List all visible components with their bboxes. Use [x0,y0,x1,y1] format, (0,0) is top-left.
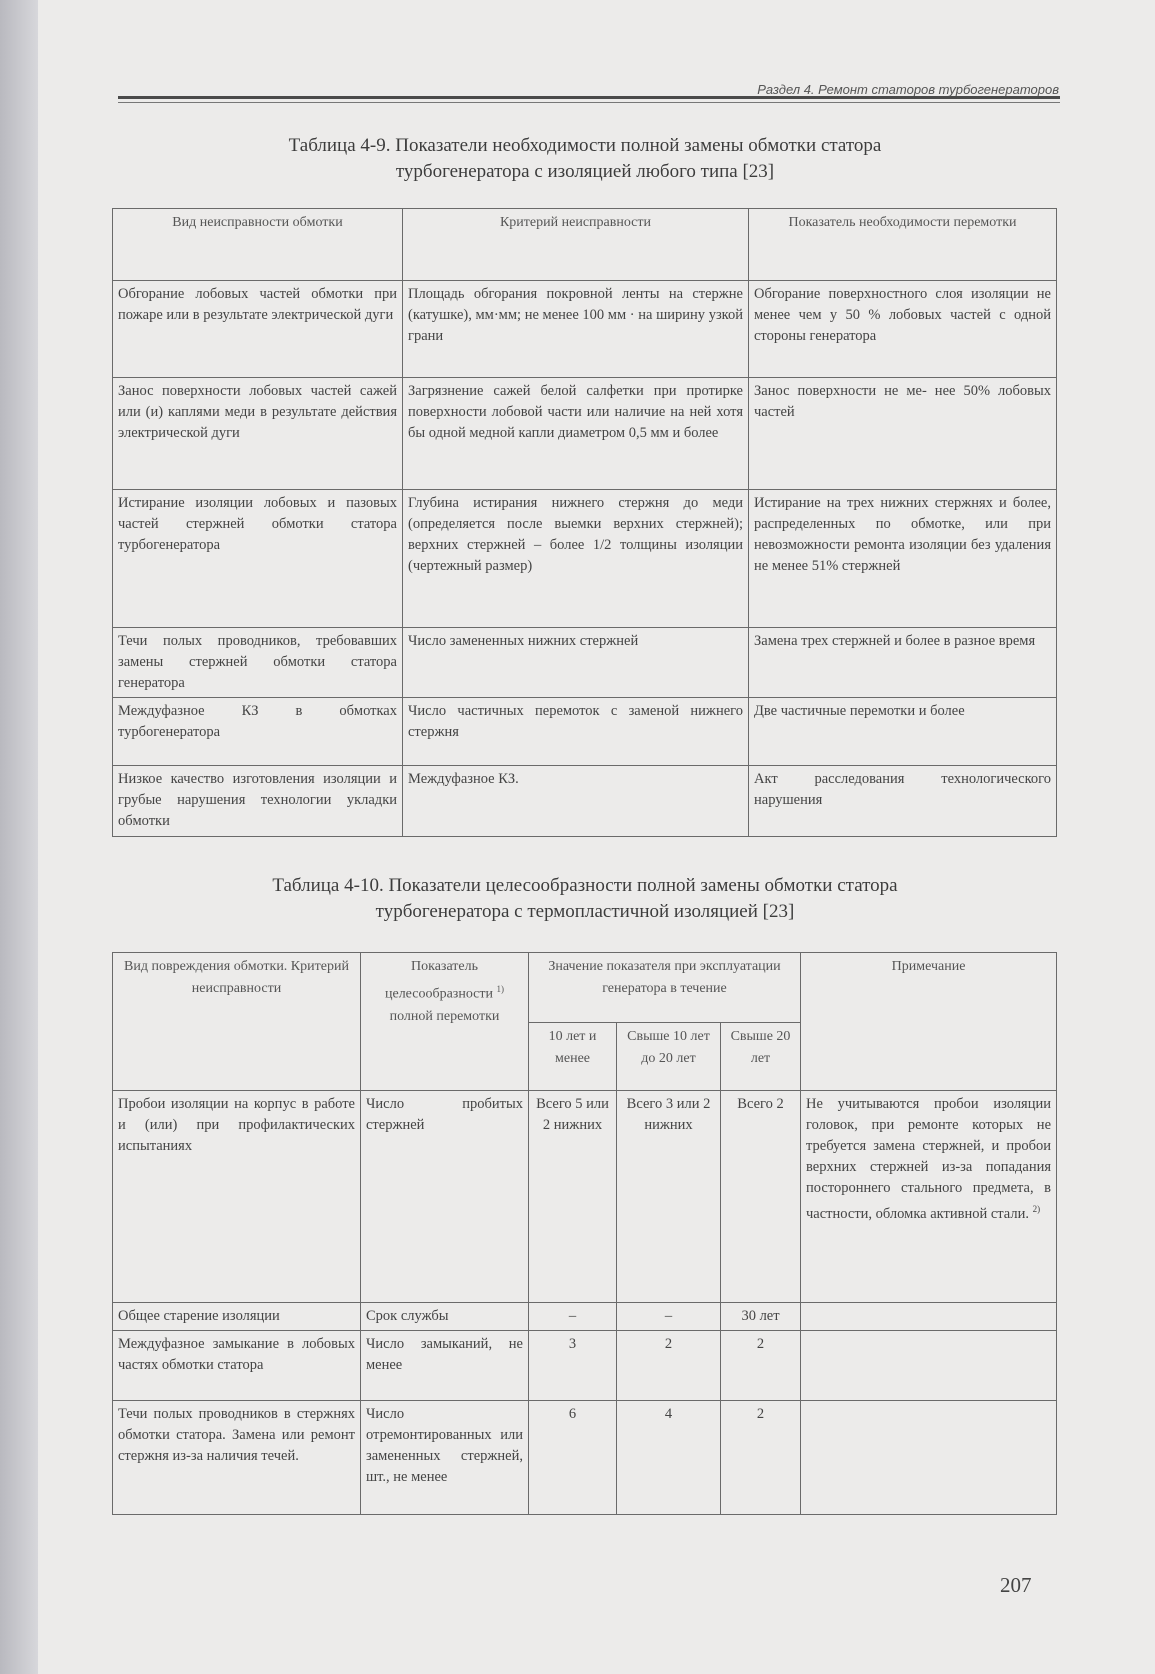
table-row [113,281,1057,378]
table2-cell: – [617,1303,721,1331]
table1-cell: Число частичных перемоток с заменой нижнего стержня [403,698,749,766]
table2-cell: Срок службы [361,1303,529,1331]
book-binding [0,0,38,1674]
table1-cell: Акт расследования технологического нарушения [749,766,1057,837]
header-rule-thin [118,102,1060,103]
table1-cell: Низкое качество изготовления изоляции и грубые нарушения технологии укладки обмотки [113,766,403,837]
table2-note-text: Не учитываются пробои изоляции головок, при ремонте которых не требуется замена стержней, и пробои верхних стержней из-за попадания постороннего стального предмета, в частности, обломка активной стали. [806,1096,1052,1222]
table2-caption-line1: Таблица 4-10. Показатели целесообразности полной замены обмотки статора [272,875,898,896]
table2-cell: Всего 3 или 2 нижних [617,1091,721,1303]
table-row [113,1401,1057,1515]
table-row [113,766,1057,837]
table-row [113,1091,1057,1303]
table2-header-col2-text: Показатель целесообразности [384,959,493,1002]
table2-cell: 2 [721,1331,801,1401]
table-row [113,698,1057,766]
table2-subheader: Свыше 20 лет [721,1023,801,1091]
table1-cell: Междуфазное КЗ в обмотках турбогенератора [113,698,403,766]
table1-cell: Течи полых проводников, требовавших замены стержней обмотки статора генератора [113,628,403,698]
table-row [113,1331,1057,1401]
table1-cell: Междуфазное КЗ. [403,766,749,837]
table2-cell: 3 [529,1331,617,1401]
table2-subheader: Свыше 10 лет до 20 лет [617,1023,721,1091]
table-4-9 [112,208,1057,837]
table1-cell: Занос поверхности лобовых частей сажей или (и) каплями меди в результате действия электрической дуги [113,378,403,490]
table1-cell: Число замененных нижних стержней [403,628,749,698]
table2-header-col1: Вид повреждения обмотки. Критерий неисправности [113,953,361,1091]
table1-cell: Две частичные перемотки и более [749,698,1057,766]
footnote-mark: 2) [1032,1204,1041,1214]
table2-cell: Всего 2 [721,1091,801,1303]
table1-cell: Площадь обгорания покровной ленты на стержне (катушке), мм·мм; не менее 100 мм · на ширину узкой грани [403,281,749,378]
table2-caption [110,873,1060,925]
table2-cell: Число замыканий, не менее [361,1331,529,1401]
header-rule [118,96,1060,99]
table2-cell: 2 [721,1401,801,1515]
table-row [113,628,1057,698]
table1-caption [110,133,1060,185]
table2-cell: Всего 5 или 2 нижних [529,1091,617,1303]
running-head: Раздел 4. Ремонт статоров турбогенераторов [757,82,1059,97]
table2-subheader: 10 лет и менее [529,1023,617,1091]
table-row [113,490,1057,628]
page-number: 207 [1000,1573,1032,1597]
table1-header-row [113,209,1057,281]
table1-cell: Замена трех стержней и более в разное время [749,628,1057,698]
table1-header-col3: Показатель необходимости перемотки [749,209,1057,281]
table1-cell: Глубина истирания нижнего стержня до меди (определяется после выемки верхних стержней); верхних стержней – более 1/2 толщины изоляции (чертежный размер) [403,490,749,628]
table1-header-col2: Критерий неисправности [403,209,749,281]
table2-header-group: Значение показателя при эксплуатации генератора в течение [529,953,801,1023]
table1-caption-line1: Таблица 4-9. Показатели необходимости полной замены обмотки статора [288,135,882,156]
table2-header-row [113,953,1057,1023]
table2-header-note: Примечание [801,953,1057,1091]
table2-cell: Общее старение изоляции [113,1303,361,1331]
table2-cell: Пробои изоляции на корпус в работе и (или) при профилактических испытаниях [113,1091,361,1303]
table2-cell: 4 [617,1401,721,1515]
table2-cell: Число пробитых стержней [361,1091,529,1303]
table2-cell: 6 [529,1401,617,1515]
table2-header-col2 [361,953,529,1091]
table1-cell: Обгорание поверхностного слоя изоляции не менее чем у 50 % лобовых частей с одной стороны генератора [749,281,1057,378]
table-row [113,1303,1057,1331]
table1-cell: Истирание изоляции лобовых и пазовых частей стержней обмотки статора турбогенератора [113,490,403,628]
table1-cell: Истирание на трех нижних стержнях и более, распределенных по обмотке, или при невозможности ремонта изоляции без удаления не менее 51% стержней [749,490,1057,628]
table2-cell: Междуфазное замыкание в лобовых частях обмотки статора [113,1331,361,1401]
table2-cell: – [529,1303,617,1331]
table2-cell [801,1331,1057,1401]
table1-cell: Загрязнение сажей белой салфетки при протирке поверхности лобовой части или наличие на ней хотя бы одной медной капли диаметром 0,5 мм и более [403,378,749,490]
table-4-10 [112,952,1057,1515]
table-row [113,378,1057,490]
table1-cell: Занос поверхности не ме- нее 50% лобовых частей [749,378,1057,490]
footnote-mark: 1) [496,984,504,994]
table2-cell: 2 [617,1331,721,1401]
table2-cell [801,1303,1057,1331]
table2-cell: 30 лет [721,1303,801,1331]
table2-caption-line2: турбогенератора с термопластичной изоляцией [23] [375,901,795,922]
table2-cell [801,1401,1057,1515]
table2-note-cell [801,1091,1057,1303]
table2-cell: Число отремонтированных или замененных стержней, шт., не менее [361,1401,529,1515]
table2-header-col2-tail: полной перемотки [389,1008,500,1024]
table1-cell: Обгорание лобовых частей обмотки при пожаре или в результате электрической дуги [113,281,403,378]
table1-caption-line2: турбогенератора с изоляцией любого типа [23] [395,161,775,182]
table1-header-col1: Вид неисправности обмотки [113,209,403,281]
table2-cell: Течи полых проводников в стержнях обмотки статора. Замена или ремонт стержня из-за наличия течей. [113,1401,361,1515]
